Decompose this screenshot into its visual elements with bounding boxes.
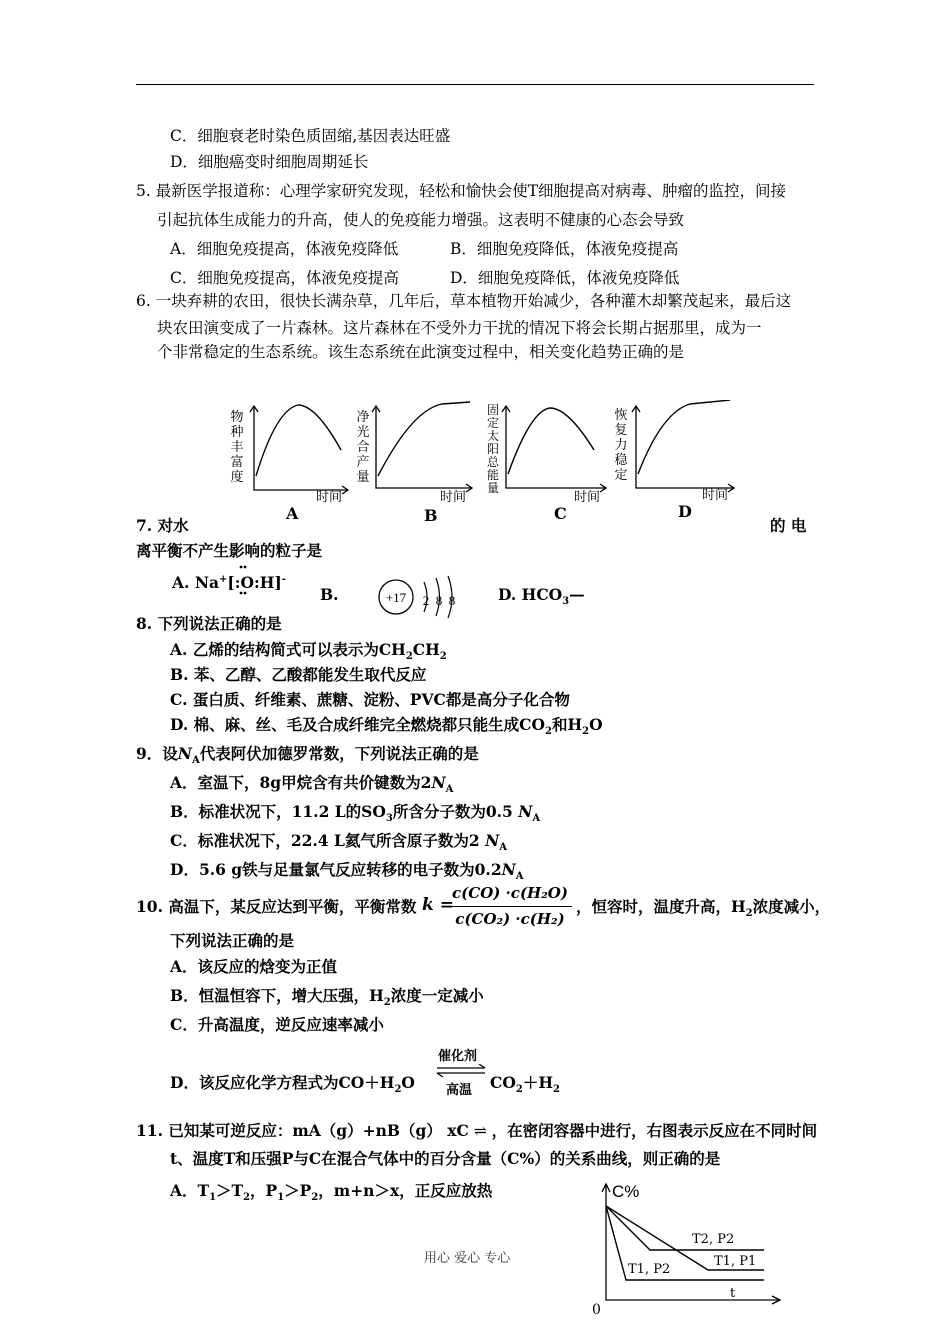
graph-b-letter: B [424,506,438,525]
q8-option-a-text: A. 乙烯的结构简式可以表示为CH [170,640,406,659]
graph-b-plot [352,400,482,500]
q9-option-b-pre: B．标准状况下，11.2 L的SO [170,802,386,821]
q10-catalyst-label: 催化剂 [438,1049,478,1064]
graph-c-xlabel: 时间 [574,490,601,505]
q7-option-b-label: B. [320,585,339,604]
q10-option-b-text: B．恒温恒容下，增大压强，H [170,986,384,1005]
q11-chart-curve-label-t1p1: T1, P1 [714,1254,757,1269]
q10-option-d-co: CO [490,1073,516,1092]
q8-option-d-end: O [589,715,603,734]
q6-graph-d [612,400,742,530]
q7-option-d-charge: — [569,585,585,604]
atom-nucleus-text: +17 [385,590,407,605]
q10-option-d-mid: O [401,1073,415,1092]
q8-option-d-text: D. 棉、麻、丝、毛及合成纤维完全燃烧都只能生成CO [170,715,546,734]
q11-a-t2: ＞T [216,1181,244,1200]
q10-option-a: A．该反应的焓变为正值 [170,957,338,976]
na-sub: A [191,755,200,767]
q6-graph-a [226,400,356,530]
q5-option-d: D．细胞免疫降低，体液免疫降低 [450,269,680,287]
na-symbol: N [485,831,500,850]
q8-stem: 8. 下列说法正确的是 [136,614,282,633]
graph-c-letter: C [554,504,567,523]
q9-option-c [170,830,507,852]
na-symbol: N [177,744,192,763]
q9-stem [136,743,479,765]
q11-a-t1: A．T [170,1181,210,1200]
atom-shell-2: 8 [435,593,443,608]
q10-option-d: D．该反应化学方程式为$CO+H_2O$ [170,1073,415,1096]
q10-option-b: B．恒温恒容下，增大压强，$H_2$浓度一定减小 [170,986,484,1009]
q9-option-d [170,859,524,881]
q8-option-d-tail: 和H [552,715,583,734]
q10-equilibrium-arrow [435,1064,489,1078]
q9-option-b-post: 所含分子数为0.5 [392,802,513,821]
q6-stem-line2: 块农田演变成了一片森林。这片森林在不受外力干扰的情况下将会长期占据那里，成为一 [157,319,762,337]
graph-d-curve [638,400,730,474]
q7-stem-lead: 7. 对水 [136,516,189,535]
na-symbol: N [518,802,533,821]
q11-chart-xlabel: t [730,1286,736,1301]
graph-d-xlabel: 时间 [702,488,729,503]
atom-shell-3: 8 [448,593,456,608]
q11-chart-curve-label-t1p2: T1, P2 [628,1262,671,1277]
q11-stem-line1-text: 11. 已知某可逆反应：mA（g）+nB（g） xC [136,1121,469,1140]
q9-option-c-text: C．标准状况下，22.4 L氦气所含原子数为2 [170,831,480,850]
curve-t2-p2 [606,1206,764,1250]
q10-option-c: C．升高温度，逆反应速率减小 [170,1015,384,1034]
q8-option-d: D. 棉、麻、丝、毛及合成纤维完全燃烧都只能生成$CO_2$和$H_2O$ [170,715,603,738]
q10-stem-end: 浓度减小， [752,897,831,916]
q11-a-end: ，m+n＞x，正反应放热 [318,1181,493,1200]
q10-stem-post-text: ，恒容时，温度升高，H [576,897,746,916]
q5-stem-line1: 5. 最新医学报道称：心理学家研究发现，轻松和愉快会使T细胞提高对病毒、肿瘤的监控，间接 [136,182,787,200]
graph-c-ylabel: 固定太阳总能量 [486,403,499,495]
q9-option-a [170,772,453,794]
q10-condition-label: 高温 [446,1083,473,1098]
q9-option-a-text: A．室温下，8g甲烷含有共价键数为2 [170,773,432,792]
q5-option-b: B．细胞免疫降低，体液免疫提高 [450,240,679,258]
q10-fraction-denominator: c(CO₂) ·c(H₂) [455,910,565,928]
atom-shell-1: 2 [422,593,430,608]
q7-atom-diagram [374,572,464,620]
na-symbol: N [431,773,446,792]
graph-b-xlabel: 时间 [440,490,467,505]
q10-k-symbol: k = [422,895,454,915]
graph-a-curve [256,405,341,476]
q11-stem-line1: 11. 已知某可逆反应：mA（g）+nB（g） xC ⇌ ，在密闭容器中进行，右图表示反应在不同时间 [136,1121,818,1140]
header-rule [136,84,814,85]
q10-option-d-text: D．该反应化学方程式为CO＋H [170,1073,395,1092]
graph-a-plot [226,400,356,500]
q5-option-a: A．细胞免疫提高，体液免疫降低 [170,240,399,258]
graph-d-ylabel: 恢复力稳定 [614,408,628,483]
graph-b-ylabel: 净光合产量 [356,410,370,485]
graph-a-letter: A [286,504,299,523]
q6-graph-b [352,400,482,530]
q7-lone-pair-dots [230,564,260,598]
q5-stem-line2: 引起抗体生成能力的升高，使人的免疫能力增强。这表明不健康的心态会导致 [157,211,685,229]
q6-graph-c [486,400,616,530]
q8-option-c: C. 蛋白质、纤维素、蔗糖、淀粉、PVC都是高分子化合物 [170,690,570,709]
graph-b-curve [378,402,470,476]
q9-stem-post: 代表阿伏加德罗常数，下列说法正确的是 [199,744,479,763]
option-d-cell-cancer: D．细胞癌变时细胞周期延长 [170,153,369,171]
q11-a-p1: ，P [250,1181,278,1200]
q6-stem-line3: 个非常稳定的生态系统。该生态系统在此演变过程中，相关变化趋势正确的是 [157,343,685,361]
q11-chart-origin: 0 [592,1302,601,1318]
q11-stem-line1-tail: ，在密闭容器中进行，右图表示反应在不同时间 [491,1121,818,1140]
q11-option-a: A．$T_1>T_2$，$P_1>P_2$，m+n＞x，正反应放热 [170,1181,493,1204]
na-sub: A [499,842,508,854]
q7-stem-line2: 离平衡不产生影响的粒子是 [136,541,323,560]
na-symbol: N [501,860,516,879]
q5-option-c: C．细胞免疫提高，体液免疫提高 [170,269,399,287]
q6-stem-line1: 6. 一块弃耕的农田，很快长满杂草，几年后，草本植物开始减少，各种灌木却繁茂起来，最后这 [136,292,792,310]
q11-chart-curve-label-t2p2: T2, P2 [692,1232,735,1247]
q8-option-b: B. 苯、乙醇、乙酸都能发生取代反应 [170,665,427,684]
q11-chart-ylabel: C% [612,1182,640,1201]
graph-c-plot [486,400,616,500]
q10-stem-line2: 下列说法正确的是 [170,931,295,950]
q7-option-a: A. Na+[:O:H]- [172,573,286,592]
graph-a-xlabel: 时间 [316,490,343,505]
q10-k-text: k [422,895,434,915]
q9-option-d-text: D．5.6 g铁与足量氯气反应转移的电子数为0.2 [170,860,502,879]
q10-fraction-numerator: c(CO) ·c(H₂O) [452,884,568,902]
q11-stem-line2: t、温度T和压强P与C在混合气体中的百分含量（C%）的关系曲线，则正确的是 [170,1149,721,1168]
page-footer: 用心 爱心 专心 [424,1251,511,1266]
q8-option-a: A. 乙烯的结构简式可以表示为$CH_2CH_2$ [170,640,447,663]
graph-a-ylabel: 物种丰富度 [230,410,244,485]
q10-option-d-end: ＋H [522,1073,553,1092]
q7-option-a-label: A. Na [172,573,220,592]
q10-stem-pre: 10. 高温下，某反应达到平衡，平衡常数 [136,897,417,916]
q7-option-d: D. $HCO_3—$ [498,585,585,608]
q10-stem-post: ，恒容时，温度升高，$H_2$浓度减小， [576,897,831,920]
q7-stem-tail: 的 电 [770,516,807,535]
q9-option-b: B．标准状况下，11.2 L的$SO_3$所含分子数为0.5 $N_A$ [170,802,541,825]
q7-option-a-formula: [:O:H] [227,573,282,592]
q10-fraction-bar [448,906,572,907]
na-sub: A [515,871,524,883]
graph-d-letter: D [678,502,692,521]
q11-a-p2: ＞P [284,1181,312,1200]
option-c-cell-aging: C．细胞衰老时染色质固缩,基因表达旺盛 [170,127,451,145]
q10-option-d-product: $CO_2+H_2$ [490,1073,560,1096]
q11-chart [588,1176,788,1326]
q8-option-a-tail: CH [412,640,440,659]
q9-stem-pre: 9．设 [136,744,178,763]
q7-option-d-label: D. HCO [498,585,563,604]
graph-c-curve [508,408,594,474]
na-sub: A [532,813,541,825]
na-sub: A [445,784,454,796]
q10-option-b-tail: 浓度一定减小 [390,986,484,1005]
